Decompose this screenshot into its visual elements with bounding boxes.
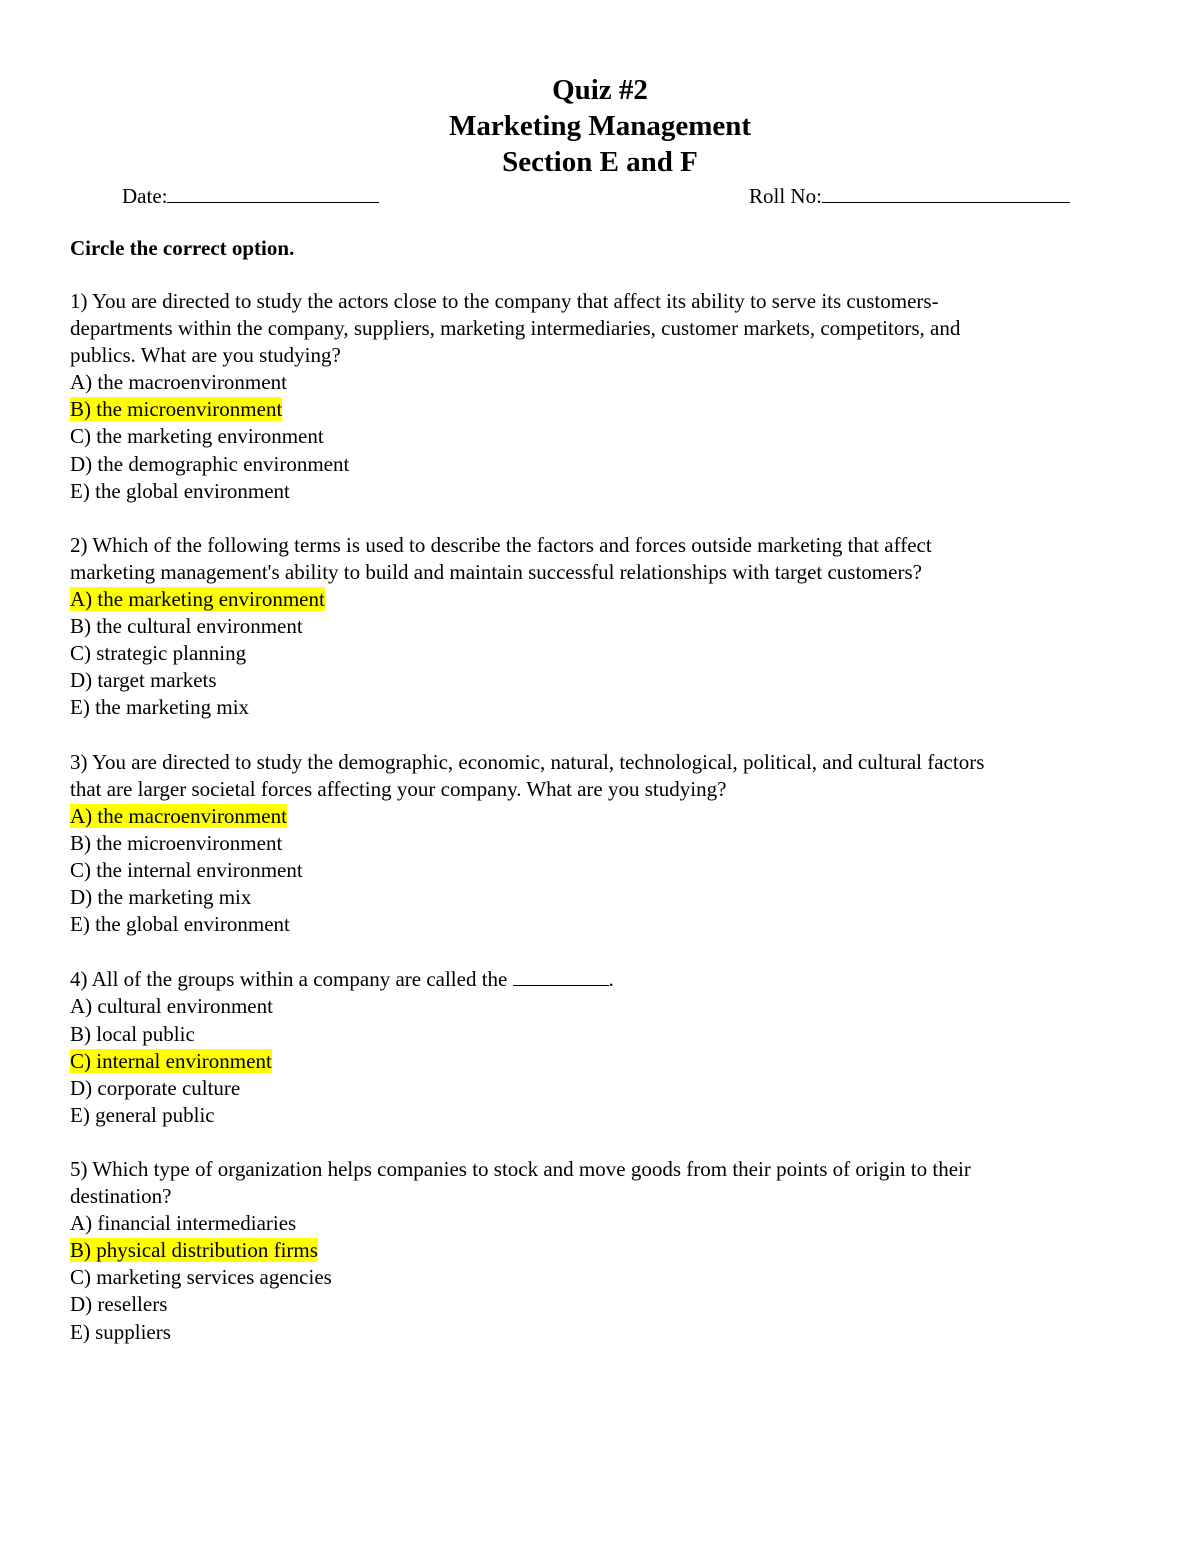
- roll-number-field: [749, 180, 1070, 210]
- question-stem-line: 3) You are directed to study the demographic, economic, natural, technological, political, and cultural factors: [70, 749, 985, 774]
- instruction-text: Circle the correct option.: [70, 236, 295, 260]
- highlighted-answer: B) physical distribution firms: [70, 1238, 318, 1263]
- question-stem-line: destination?: [70, 1184, 172, 1209]
- quiz-title-block: [0, 72, 1200, 180]
- answer-option-a[interactable]: [70, 586, 1130, 613]
- date-field: [122, 180, 379, 210]
- question-stem-line: departments within the company, suppliers, marketing intermediaries, customer markets, competitors, and: [70, 316, 961, 341]
- highlighted-answer: A) the macroenvironment: [70, 803, 287, 828]
- answer-option-e[interactable]: E) general public: [70, 1102, 215, 1127]
- date-blank-line: [167, 180, 379, 203]
- question-stem-line: 2) Which of the following terms is used to describe the factors and forces outside marketing that affect: [70, 532, 932, 557]
- question-stem-line: [70, 965, 1130, 993]
- answer-option-e[interactable]: E) the marketing mix: [70, 695, 250, 720]
- answer-option-d[interactable]: D) target markets: [70, 668, 217, 693]
- answer-option-d[interactable]: D) the marketing mix: [70, 885, 252, 910]
- answer-option-d[interactable]: D) the demographic environment: [70, 451, 350, 476]
- answer-option-d[interactable]: D) resellers: [70, 1292, 168, 1317]
- question-stem-line: publics. What are you studying?: [70, 343, 341, 368]
- question-stem-line: marketing management's ability to build and maintain successful relationships with target customers?: [70, 559, 922, 584]
- fill-in-blank-line: [513, 965, 609, 986]
- answer-option-c[interactable]: C) the marketing environment: [70, 424, 324, 449]
- question-stem-line: 1) You are directed to study the actors close to the company that affect its ability to serve its customers-: [70, 289, 939, 313]
- answer-option-a[interactable]: A) cultural environment: [70, 994, 273, 1019]
- roll-number-label: Roll No:: [749, 184, 822, 208]
- spacer: [70, 722, 1130, 749]
- answer-option-a[interactable]: [70, 803, 1130, 830]
- answer-option-c[interactable]: C) strategic planning: [70, 641, 247, 666]
- question-1: [70, 288, 1130, 505]
- answer-option-c[interactable]: C) marketing services agencies: [70, 1265, 332, 1290]
- course-title: Marketing Management: [448, 110, 752, 142]
- answer-option-d[interactable]: D) corporate culture: [70, 1075, 241, 1100]
- answer-option-e[interactable]: E) the global environment: [70, 478, 290, 503]
- answer-option-c[interactable]: [70, 1048, 1130, 1075]
- highlighted-answer: A) the marketing environment: [70, 587, 325, 612]
- answer-option-b[interactable]: B) the cultural environment: [70, 614, 303, 639]
- question-2: [70, 532, 1130, 722]
- answer-option-b[interactable]: [70, 1237, 1130, 1264]
- question-stem-prefix: 4) All of the groups within a company are called the: [70, 967, 508, 992]
- answer-option-b[interactable]: B) the microenvironment: [70, 830, 283, 855]
- question-stem-line: that are larger societal forces affecting your company. What are you studying?: [70, 776, 727, 801]
- section-title: Section E and F: [502, 146, 698, 178]
- answer-option-e[interactable]: E) the global environment: [70, 912, 290, 937]
- question-3: [70, 749, 1130, 939]
- question-stem-suffix: .: [608, 967, 614, 992]
- quiz-title: Quiz #2: [552, 74, 648, 106]
- answer-option-a[interactable]: A) financial intermediaries: [70, 1211, 297, 1236]
- answer-option-b[interactable]: [70, 396, 1130, 423]
- highlighted-answer: B) the microenvironment: [70, 397, 283, 422]
- spacer: [70, 505, 1130, 532]
- question-5: [70, 1156, 1130, 1346]
- answer-option-b[interactable]: B) local public: [70, 1021, 195, 1046]
- spacer: [70, 1129, 1130, 1156]
- roll-number-blank-line: [822, 180, 1070, 203]
- answer-option-c[interactable]: C) the internal environment: [70, 857, 303, 882]
- answer-option-a[interactable]: A) the macroenvironment: [70, 370, 287, 395]
- question-4: [70, 965, 1130, 1129]
- spacer: [70, 938, 1130, 965]
- date-label: Date:: [122, 184, 168, 208]
- highlighted-answer: C) internal environment: [70, 1048, 272, 1073]
- question-stem-line: 5) Which type of organization helps companies to stock and move goods from their points of origin to their: [70, 1157, 971, 1181]
- questions-list: [70, 288, 1130, 1346]
- answer-option-e[interactable]: E) suppliers: [70, 1319, 171, 1344]
